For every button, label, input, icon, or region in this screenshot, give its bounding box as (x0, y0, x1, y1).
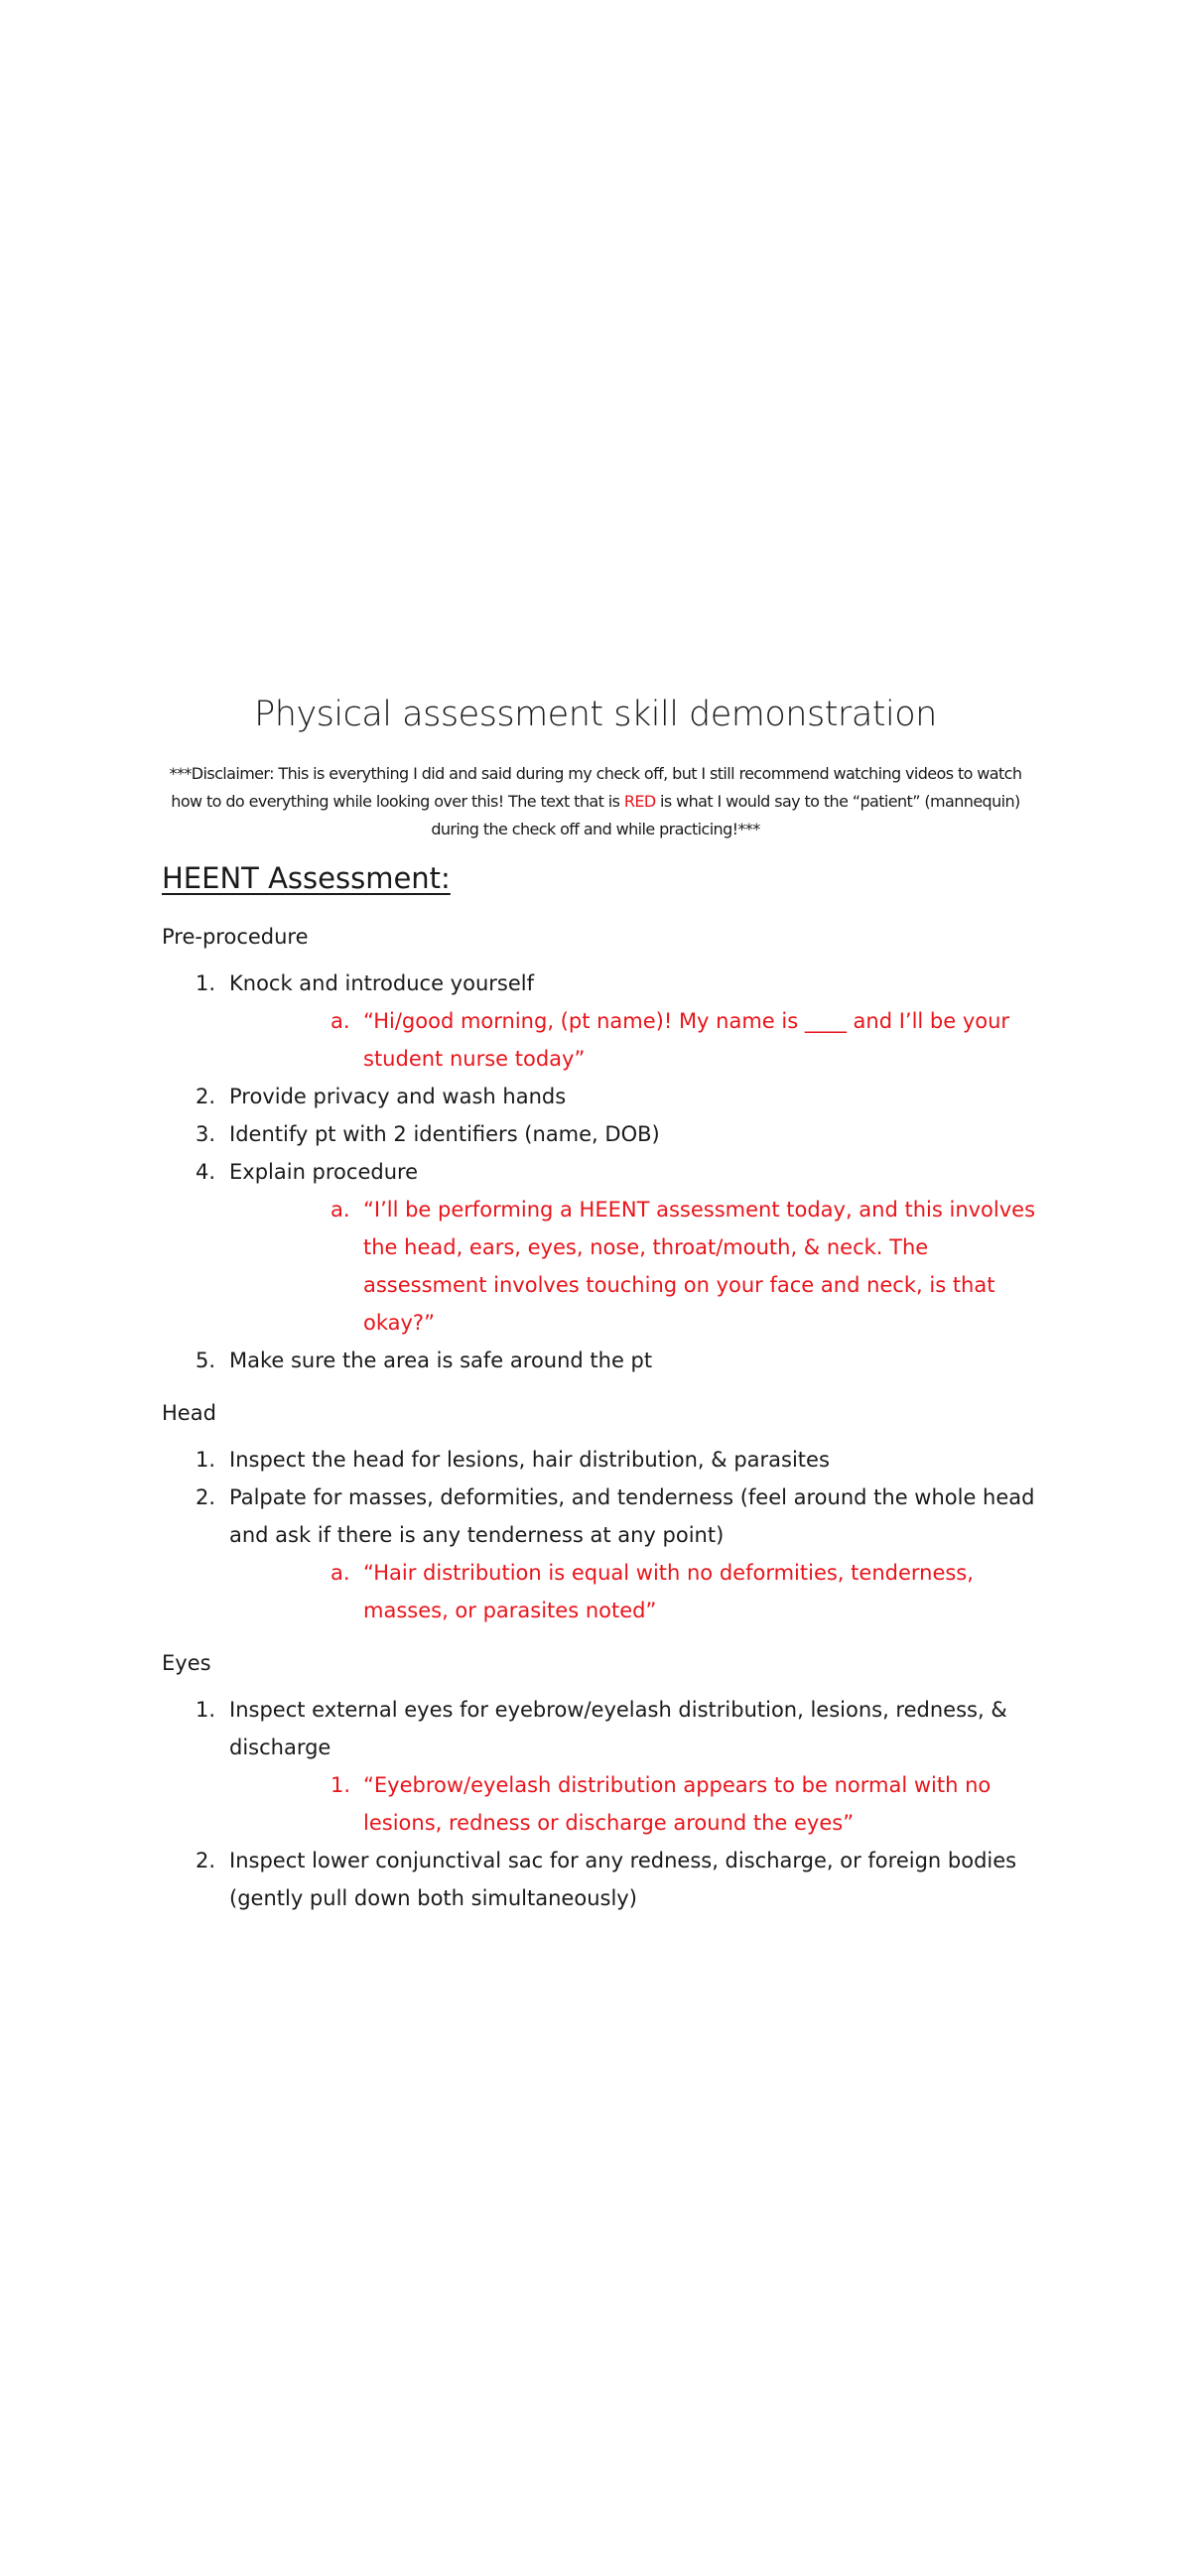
sub-item-letter: a. (331, 1198, 350, 1222)
sub-item-text: “Hair distribution is equal with no deformities, tenderness, masses, or parasites noted” (363, 1561, 974, 1622)
sub-item-letter: a. (331, 1009, 350, 1033)
list-item (162, 1078, 1040, 1115)
list-item-number: 1. (196, 971, 216, 995)
list-item-number: 5. (196, 1349, 216, 1372)
speech-sub-item (229, 1002, 1040, 1078)
list-item-number: 1. (196, 1698, 216, 1722)
list-item (162, 1479, 1040, 1629)
list-item (162, 1842, 1040, 1917)
list-item-text: Explain procedure (229, 1160, 419, 1184)
sub-item-letter: 1. (331, 1773, 351, 1797)
assessment-content (162, 919, 1040, 1917)
speech-sub-item (229, 1191, 1040, 1342)
list-item-text: Identify pt with 2 identifiers (name, DOB) (229, 1122, 660, 1146)
list-item-text: Provide privacy and wash hands (229, 1085, 567, 1108)
list-item-text: Knock and introduce yourself (229, 971, 534, 995)
disclaimer-text-before: ***Disclaimer: This is everything I did and said during my check off, but I still recommend watching videos to watch how to do everything while looking over this! The text that is (169, 764, 1022, 811)
list-item-number: 2. (196, 1849, 216, 1872)
list-item-number: 3. (196, 1122, 216, 1146)
list-item-text: Inspect the head for lesions, hair distribution, & parasites (229, 1448, 830, 1472)
pre-procedure-list (162, 965, 1040, 1379)
disclaimer-text-after: is what I would say to the “patient” (mannequin) during the check off and while practicing!*** (431, 792, 1020, 838)
list-item (162, 1691, 1040, 1842)
list-item-text: Inspect lower conjunctival sac for any redness, discharge, or foreign bodies (gently pull down both simultaneously) (229, 1849, 1017, 1910)
list-item (162, 1115, 1040, 1153)
sub-item-text: “Eyebrow/eyelash distribution appears to be normal with no lesions, redness or discharge around the eyes” (363, 1773, 992, 1835)
list-item (162, 1153, 1040, 1342)
list-item-number: 2. (196, 1085, 216, 1108)
subsection-heading-eyes: Eyes (162, 1651, 211, 1675)
page-title: Physical assessment skill demonstration (254, 695, 937, 734)
list-item-text: Inspect external eyes for eyebrow/eyelash distribution, lesions, redness, & discharge (229, 1698, 1007, 1759)
list-item-text: Palpate for masses, deformities, and tenderness (feel around the whole head and ask if there is any tenderness at any point) (229, 1485, 1035, 1547)
list-item-text: Make sure the area is safe around the pt (229, 1349, 653, 1372)
sub-item-text: “I’ll be performing a HEENT assessment today, and this involves the head, ears, eyes, nose, throat/mouth, & neck. The assessment involves touching on your face and neck, is that okay?” (363, 1198, 1036, 1335)
sub-item-text: “Hi/good morning, (pt name)! My name is ____ and I’ll be your student nurse today” (363, 1009, 1010, 1071)
sub-item-letter: a. (331, 1561, 350, 1585)
list-item (162, 1342, 1040, 1379)
subsection-heading-head: Head (162, 1401, 216, 1425)
speech-sub-item (229, 1554, 1040, 1629)
disclaimer-red-word: RED (623, 792, 656, 811)
section-heading-heent: HEENT Assessment: (162, 861, 451, 895)
list-item (162, 965, 1040, 1078)
disclaimer-note (159, 760, 1032, 843)
list-item-number: 2. (196, 1485, 216, 1509)
list-item (162, 1441, 1040, 1479)
eyes-list (162, 1691, 1040, 1917)
subsection-heading-pre-procedure: Pre-procedure (162, 925, 309, 949)
speech-sub-item (229, 1766, 1040, 1842)
list-item-number: 4. (196, 1160, 216, 1184)
head-list (162, 1441, 1040, 1629)
list-item-number: 1. (196, 1448, 216, 1472)
